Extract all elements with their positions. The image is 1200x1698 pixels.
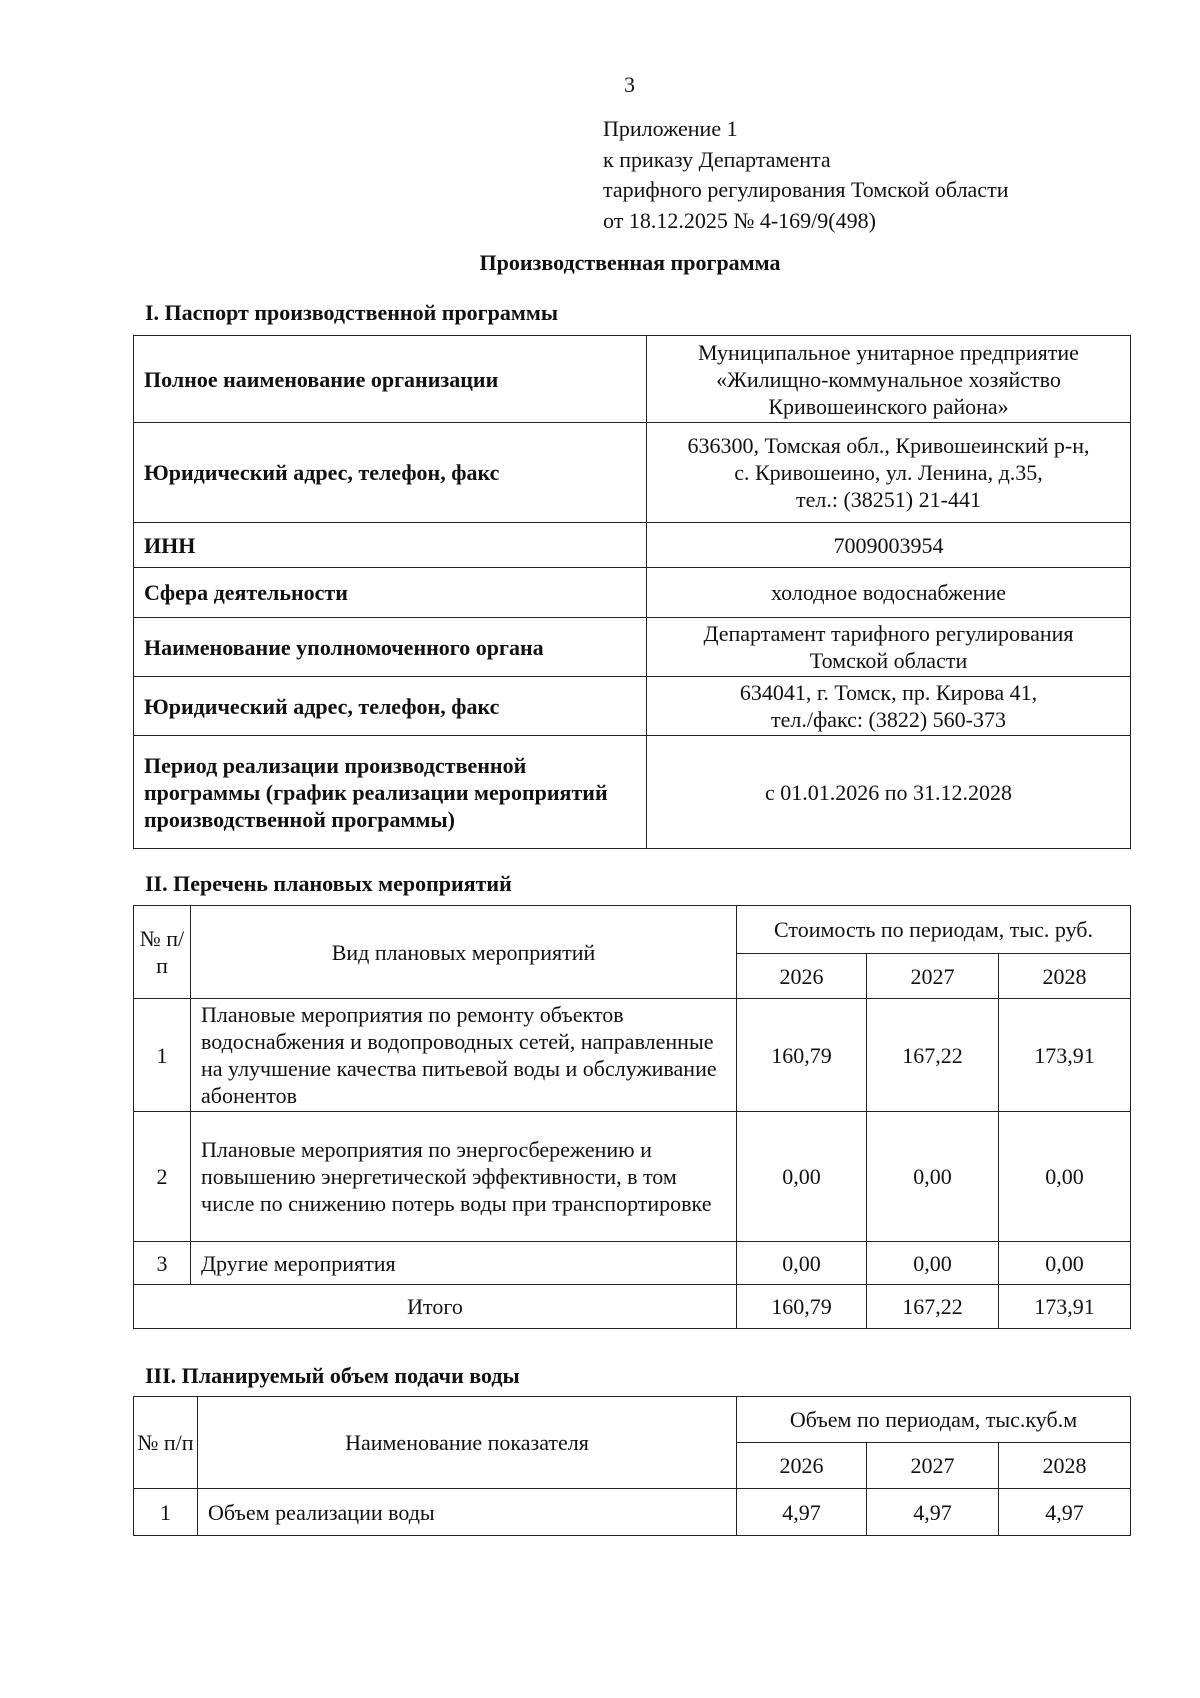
appendix-line: к приказу Департамента	[603, 146, 831, 172]
row-num: 1	[134, 1489, 198, 1536]
row-num: 2	[134, 1112, 191, 1242]
row-value: 0,00	[867, 1112, 999, 1242]
col-num-header: № п/п	[134, 1397, 198, 1489]
row-value: 4,97	[737, 1489, 867, 1536]
year-header: 2028	[999, 1443, 1131, 1489]
row-label: Полное наименование организации	[134, 336, 647, 423]
appendix-header	[603, 114, 1008, 236]
row-value: 4,97	[999, 1489, 1131, 1536]
section1-heading: I. Паспорт производственной программы	[145, 300, 559, 325]
table-row	[134, 736, 1131, 849]
value-line: 634041, г. Томск, пр. Кирова 41,	[739, 680, 1038, 705]
row-name: Плановые мероприятия по ремонту объектов водоснабжения и водопроводных сетей, направленные на улучшение качества питьевой воды и обслуживание абонентов	[191, 999, 737, 1112]
value-line: тел./факс: (3822) 560-373	[771, 707, 1006, 732]
year-header: 2027	[867, 1443, 999, 1489]
col-name-header: Наименование показателя	[198, 1397, 737, 1489]
value-line: с. Кривошеино, ул. Ленина, д.35,	[734, 460, 1043, 485]
row-value: 7009003954	[647, 523, 1131, 568]
row-label: Наименование уполномоченного органа	[134, 618, 647, 677]
value-line: Департамент тарифного регулирования	[703, 621, 1074, 646]
year-header: 2026	[737, 954, 867, 999]
water-volume-table	[133, 1396, 1131, 1536]
row-value: 0,00	[867, 1242, 999, 1285]
row-value	[647, 618, 1131, 677]
section2-heading: II. Перечень плановых мероприятий	[145, 871, 512, 896]
total-value: 173,91	[999, 1285, 1131, 1329]
row-value: с 01.01.2026 по 31.12.2028	[647, 736, 1131, 849]
value-line: Кривошеинского района»	[768, 393, 1009, 419]
header-row	[134, 906, 1131, 954]
table-row	[134, 336, 1131, 423]
appendix-line: Приложение 1	[603, 116, 738, 141]
row-value: 0,00	[737, 1112, 867, 1242]
passport-table	[133, 335, 1131, 849]
row-value: 0,00	[737, 1242, 867, 1285]
row-num: 1	[134, 999, 191, 1112]
table-row	[134, 677, 1131, 736]
row-value: 0,00	[999, 1112, 1131, 1242]
table-row	[134, 1489, 1131, 1536]
row-label: Период реализации производственной программы (график реализации мероприятий производственной программы)	[134, 736, 647, 849]
row-value: холодное водоснабжение	[647, 568, 1131, 618]
col-volume-header: Объем по периодам, тыс.куб.м	[737, 1397, 1131, 1443]
row-value: 173,91	[999, 999, 1131, 1112]
measures-table	[133, 905, 1131, 1329]
row-label: Юридический адрес, телефон, факс	[134, 677, 647, 736]
row-value	[647, 677, 1131, 736]
col-num-header: № п/п	[134, 906, 191, 999]
table-row	[134, 618, 1131, 677]
row-value: 4,97	[867, 1489, 999, 1536]
row-value: 0,00	[999, 1242, 1131, 1285]
page-number: 3	[624, 72, 635, 97]
page-title: Производственная программа	[479, 250, 781, 275]
row-name: Плановые мероприятия по энергосбережению и повышению энергетической эффективности, в том числе по снижению потерь воды при транспортировке	[191, 1112, 737, 1242]
table-row	[134, 1242, 1131, 1285]
year-header: 2027	[867, 954, 999, 999]
row-label: Юридический адрес, телефон, факс	[134, 423, 647, 523]
value-line: 636300, Томская обл., Кривошеинский р-н,	[687, 433, 1090, 458]
row-value	[647, 336, 1131, 423]
total-value: 160,79	[737, 1285, 867, 1329]
total-row	[134, 1285, 1131, 1329]
row-name: Другие мероприятия	[191, 1242, 737, 1285]
header-row	[134, 1397, 1131, 1443]
value-line: «Жилищно-коммунальное хозяйство	[716, 366, 1061, 392]
row-name: Объем реализации воды	[198, 1489, 737, 1536]
value-line: тел.: (38251) 21-441	[796, 487, 981, 512]
table-row	[134, 423, 1131, 523]
row-value	[647, 423, 1131, 523]
appendix-line: от 18.12.2025 № 4-169/9(498)	[603, 207, 876, 233]
total-label: Итого	[134, 1285, 737, 1329]
row-value: 167,22	[867, 999, 999, 1112]
row-label: ИНН	[134, 523, 647, 568]
appendix-line: тарифного регулирования Томской области	[603, 177, 1009, 202]
total-value: 167,22	[867, 1285, 999, 1329]
row-num: 3	[134, 1242, 191, 1285]
table-row	[134, 999, 1131, 1112]
row-label: Сфера деятельности	[134, 568, 647, 618]
year-header: 2026	[737, 1443, 867, 1489]
section3-heading: III. Планируемый объем подачи воды	[145, 1363, 520, 1388]
col-name-header: Вид плановых мероприятий	[191, 906, 737, 999]
col-cost-header: Стоимость по периодам, тыс. руб.	[737, 906, 1131, 954]
table-row	[134, 1112, 1131, 1242]
row-value: 160,79	[737, 999, 867, 1112]
table-row	[134, 523, 1131, 568]
value-line: Муниципальное унитарное предприятие	[698, 339, 1079, 365]
year-header: 2028	[999, 954, 1131, 999]
table-row	[134, 568, 1131, 618]
value-line: Томской области	[809, 648, 968, 673]
